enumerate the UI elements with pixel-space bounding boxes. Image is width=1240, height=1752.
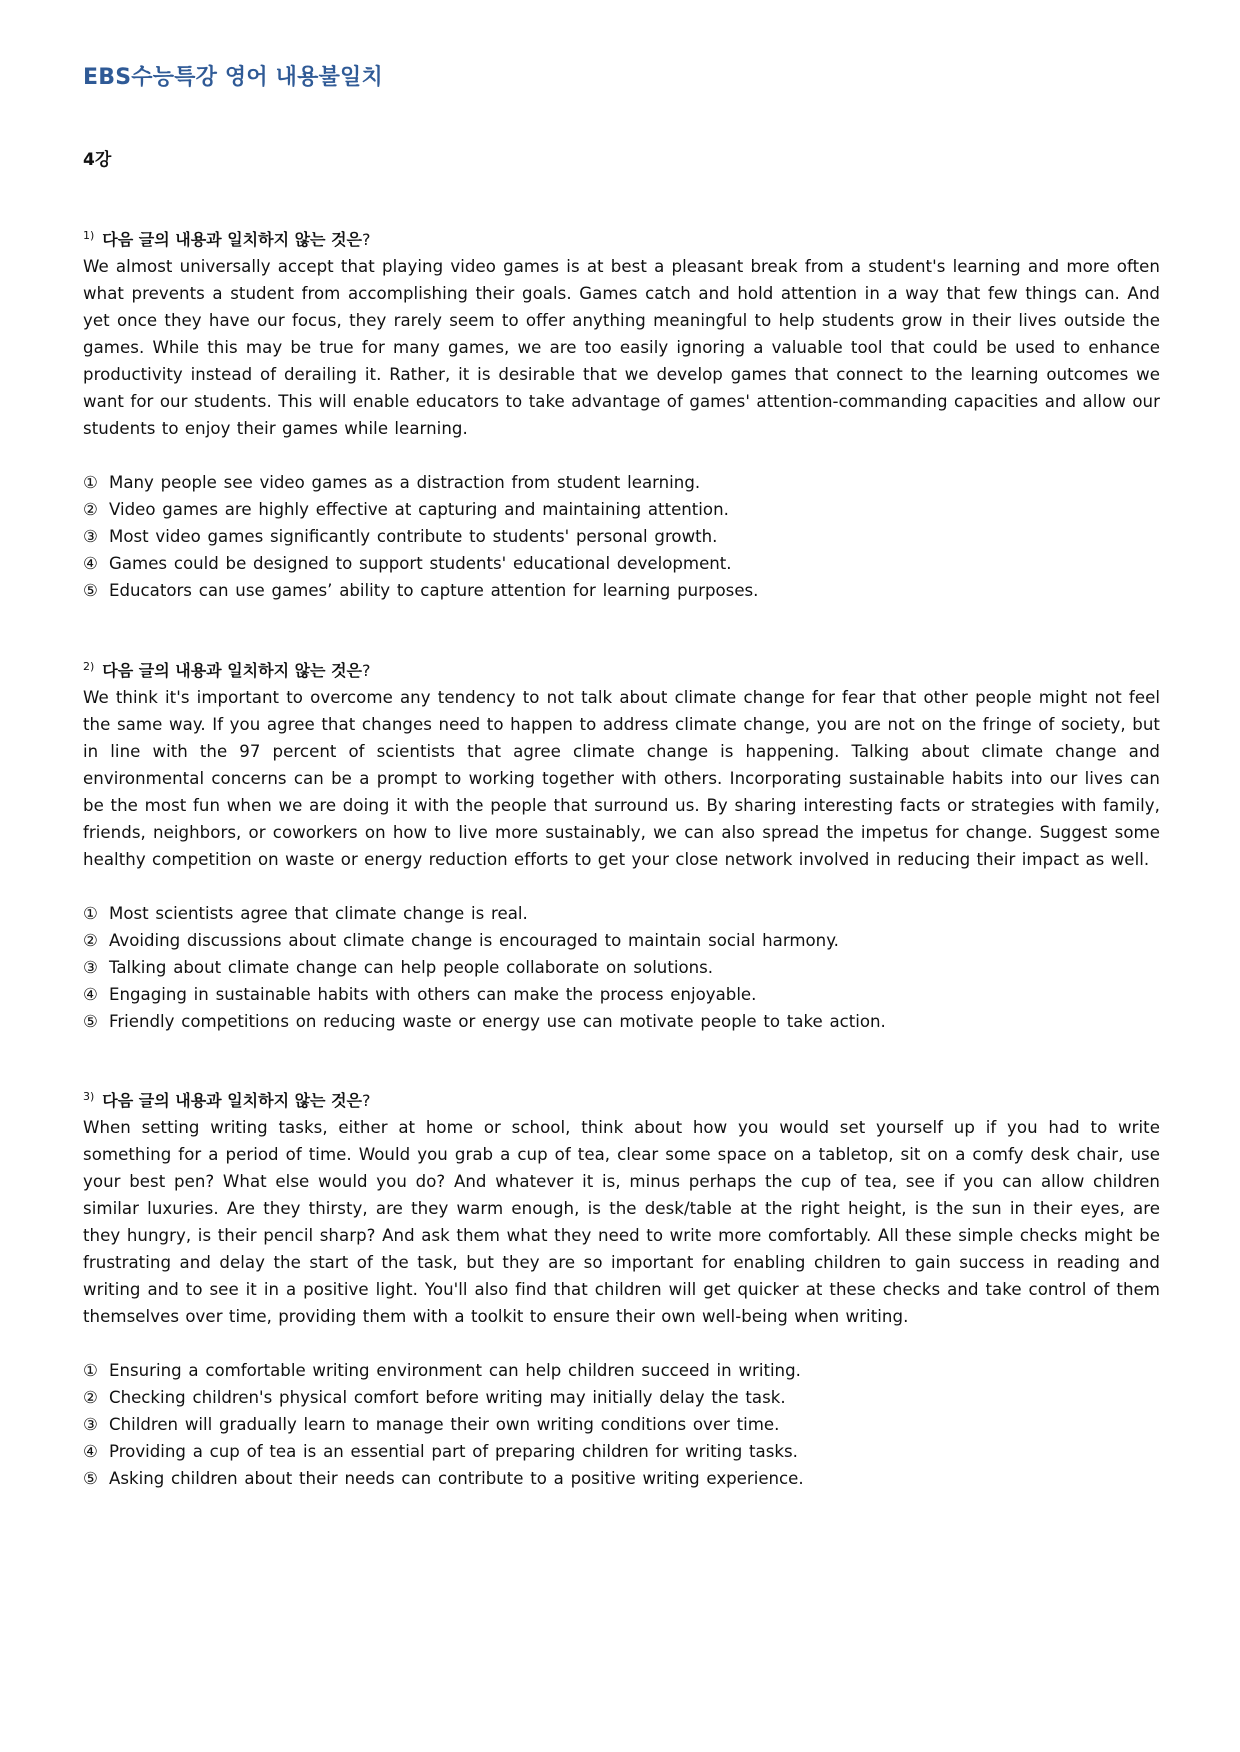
answer-choice [83, 523, 1160, 550]
lesson-label: 4강 [83, 150, 112, 170]
choice-number: ⑤ [83, 1469, 98, 1488]
choice-number: ③ [83, 527, 98, 546]
choice-number: ⑤ [83, 581, 98, 600]
choice-text: Avoiding discussions about climate change is encouraged to maintain social harmony. [109, 931, 839, 950]
choice-text: Ensuring a comfortable writing environment can help children succeed in writing. [109, 1361, 801, 1380]
answer-choice [83, 1357, 1160, 1384]
question-mark: ? [362, 661, 371, 680]
question-mark: ? [362, 230, 371, 249]
answer-choice [83, 496, 1160, 523]
question-prompt: 다음 글의 내용과 일치하지 않는 것은 [102, 1091, 362, 1110]
choice-number: ③ [83, 958, 98, 977]
answer-choice [83, 577, 1160, 604]
choice-number: ① [83, 473, 98, 492]
choice-number: ③ [83, 1415, 98, 1434]
choice-text: Engaging in sustainable habits with others can make the process enjoyable. [109, 985, 757, 1004]
question-number: 3) [83, 1089, 95, 1103]
answer-choice [83, 900, 1160, 927]
choice-text: Providing a cup of tea is an essential part of preparing children for writing tasks. [109, 1442, 798, 1461]
answer-choice [83, 1411, 1160, 1438]
choice-text: Most scientists agree that climate change is real. [109, 904, 528, 923]
choice-text: Talking about climate change can help people collaborate on solutions. [109, 958, 714, 977]
choice-text: Games could be designed to support students' educational development. [109, 554, 732, 573]
question-number: 1) [83, 228, 95, 242]
question-header [83, 1087, 1160, 1114]
answer-choice [83, 469, 1160, 496]
question-1 [83, 226, 1160, 604]
question-3 [83, 1087, 1160, 1492]
answer-choice [83, 927, 1160, 954]
question-prompt: 다음 글의 내용과 일치하지 않는 것은 [102, 230, 362, 249]
choice-number: ④ [83, 554, 98, 573]
answer-choices [83, 900, 1160, 1035]
question-number: 2) [83, 659, 95, 673]
question-passage: We almost universally accept that playing video games is at best a pleasant break from a student's learning and more often what prevents a student from accomplishing their goals. Games catch and hold attention in a way that few things can. And yet once they have our focus, they rarely seem to offer anything meaningful to help students grow in their lives outside the games. While this may be true for many games, we are too easily ignoring a valuable tool that could be used to enhance productivity instead of derailing it. Rather, it is desirable that we develop games that connect to the learning outcomes we want for our students. This will enable educators to take advantage of games' attention-commanding capacities and allow our students to enjoy their games while learning. [83, 257, 1160, 438]
choice-text: Checking children's physical comfort before writing may initially delay the task. [109, 1388, 786, 1407]
question-header [83, 657, 1160, 684]
question-prompt: 다음 글의 내용과 일치하지 않는 것은 [102, 661, 362, 680]
choice-text: Many people see video games as a distraction from student learning. [109, 473, 701, 492]
answer-choice [83, 981, 1160, 1008]
answer-choice [83, 1438, 1160, 1465]
choice-text: Children will gradually learn to manage their own writing conditions over time. [109, 1415, 780, 1434]
choice-text: Most video games significantly contribute to students' personal growth. [109, 527, 718, 546]
answer-choices [83, 1357, 1160, 1492]
choice-number: ② [83, 1388, 98, 1407]
answer-choice [83, 1465, 1160, 1492]
choice-number: ① [83, 1361, 98, 1380]
question-header [83, 226, 1160, 253]
choice-number: ④ [83, 1442, 98, 1461]
question-mark: ? [362, 1091, 371, 1110]
choice-text: Video games are highly effective at capturing and maintaining attention. [109, 500, 729, 519]
answer-choice [83, 1008, 1160, 1035]
choice-number: ① [83, 904, 98, 923]
document-title: EBS수능특강 영어 내용불일치 [83, 65, 383, 90]
answer-choices [83, 469, 1160, 604]
choice-text: Friendly competitions on reducing waste or energy use can motivate people to take action. [109, 1012, 886, 1031]
answer-choice [83, 550, 1160, 577]
choice-number: ⑤ [83, 1012, 98, 1031]
question-passage: When setting writing tasks, either at home or school, think about how you would set yourself up if you had to write something for a period of time. Would you grab a cup of tea, clear some space on a tabletop, sit on a comfy desk chair, use your best pen? What else would you do? And whatever it is, minus perhaps the cup of tea, see if you can allow children similar luxuries. Are they thirsty, are they warm enough, is the desk/table at the right height, is the sun in their eyes, are they hungry, is their pencil sharp? And ask them what they need to write more comfortably. All these simple checks might be frustrating and delay the start of the task, but they are so important for enabling children to gain success in reading and writing and to see it in a positive light. You'll also find that children will get quicker at these checks and take control of them themselves over time, providing them with a toolkit to ensure their own well-being when writing. [83, 1118, 1160, 1326]
choice-number: ② [83, 500, 98, 519]
answer-choice [83, 1384, 1160, 1411]
choice-text: Asking children about their needs can contribute to a positive writing experience. [109, 1469, 804, 1488]
choice-number: ④ [83, 985, 98, 1004]
choice-number: ② [83, 931, 98, 950]
answer-choice [83, 954, 1160, 981]
question-2 [83, 657, 1160, 1035]
choice-text: Educators can use games’ ability to capture attention for learning purposes. [109, 581, 759, 600]
question-passage: We think it's important to overcome any tendency to not talk about climate change for fear that other people might not feel the same way. If you agree that changes need to happen to address climate change, you are not on the fringe of society, but in line with the 97 percent of scientists that agree climate change is happening. Talking about climate change and environmental concerns can be a prompt to working together with others. Incorporating sustainable habits into our lives can be the most fun when we are doing it with the people that surround us. By sharing interesting facts or strategies with family, friends, neighbors, or coworkers on how to live more sustainably, we can also spread the impetus for change. Suggest some healthy competition on waste or energy reduction efforts to get your close network involved in reducing their impact as well. [83, 688, 1160, 869]
